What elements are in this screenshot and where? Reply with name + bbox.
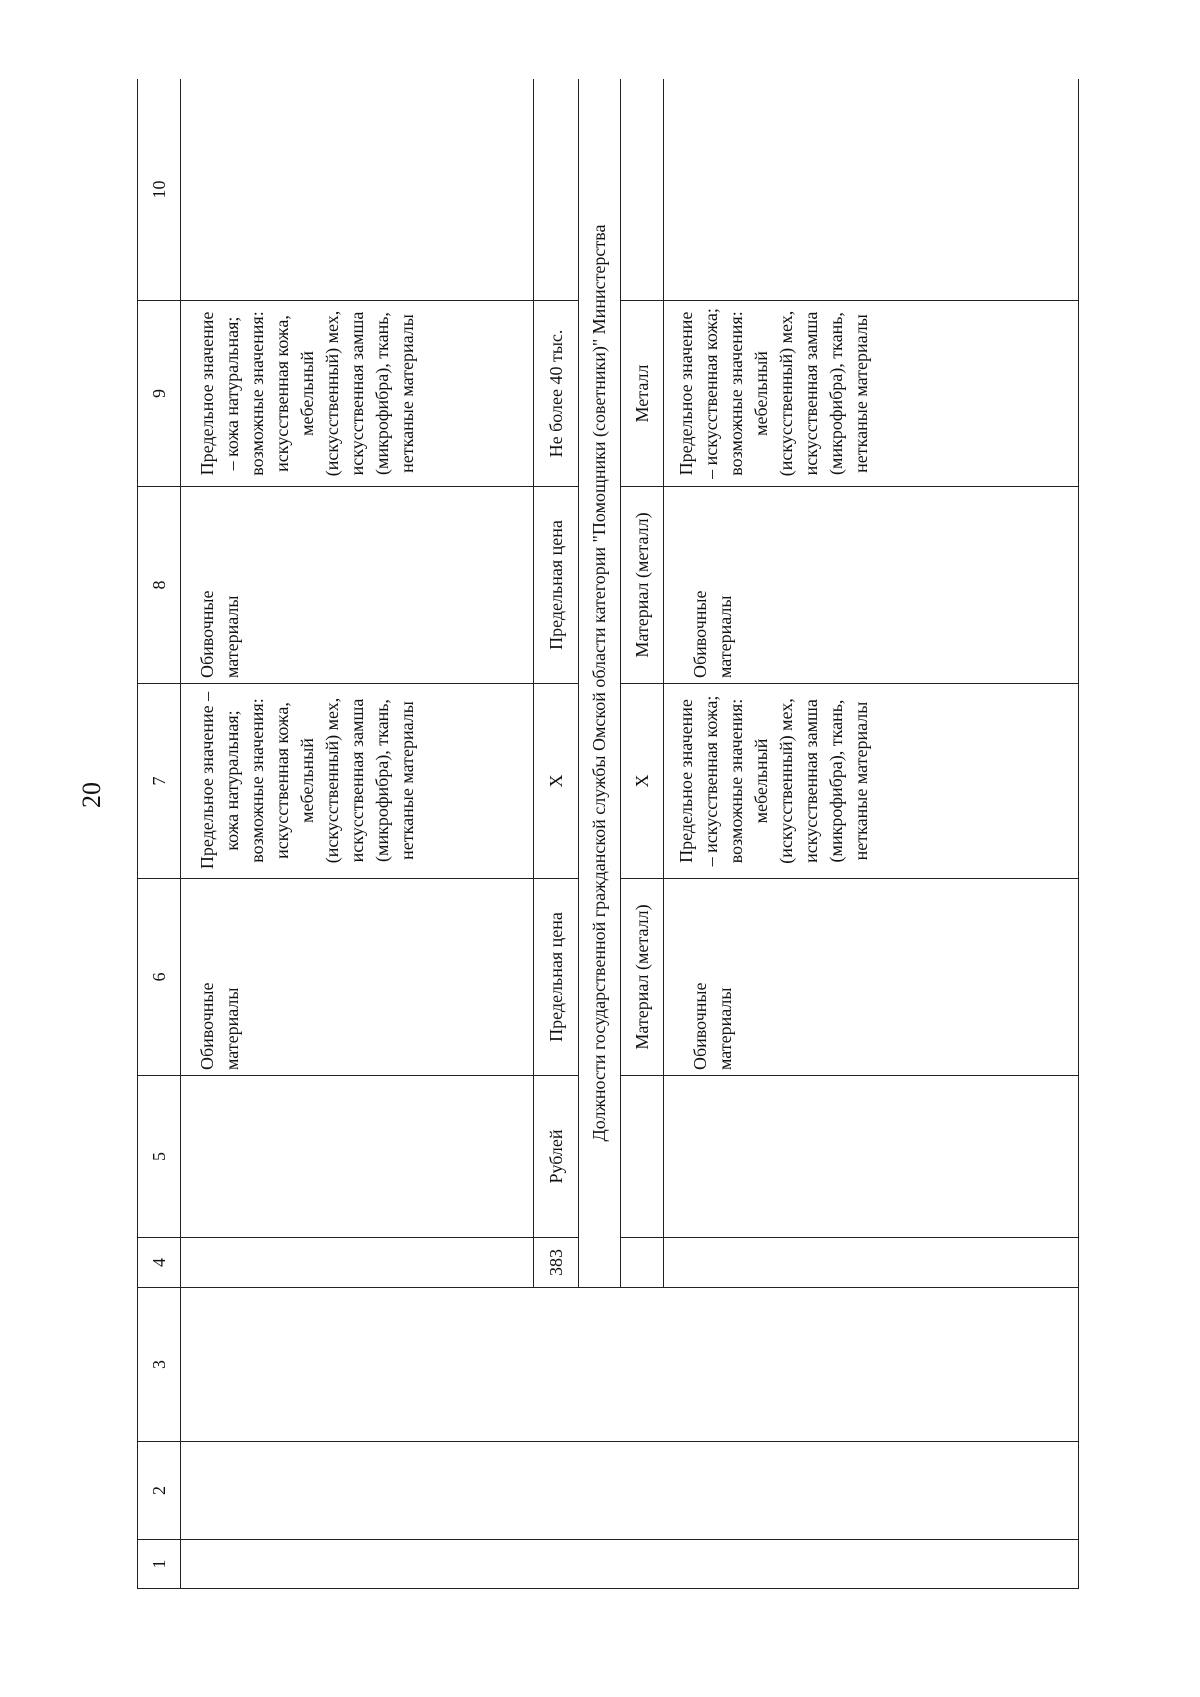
header-cell: 8 [138,487,181,684]
cell-col4 [181,1238,534,1288]
cell-col5 [664,1076,1079,1238]
cell-col8-characteristic: Обивочные материалы [664,487,1079,684]
cell-col7-value: X [534,684,579,879]
cell-col9-value: Металл [621,301,664,487]
header-cell: 5 [138,1076,181,1238]
cell-col10 [534,79,579,301]
cell-col10 [621,79,664,301]
cell-col5 [621,1076,664,1238]
rotated-table-container [137,79,1079,1589]
header-cell: 2 [138,1442,181,1540]
cell-col9-value: Предельное значение – искусственная кожа; возможные значения: мебельный (искусственный) мех, искусственная замша (микрофибра), ткань, нетканые материалы [664,301,1079,487]
header-cell: 4 [138,1238,181,1288]
cell-col4-code: 383 [534,1238,579,1288]
requirements-table [137,79,1079,1589]
table-row-upholstery-a [181,79,534,1589]
cell-col5-unit: Рублей [534,1076,579,1238]
header-cell: 10 [138,79,181,301]
cell-col10 [181,79,534,301]
cell-col9-value: Предельное значение – кожа натуральная; возможные значения: искусственная кожа, мебельный (искусственный) мех, искусственная замша (микрофибра), ткань, нетканые материалы [181,301,534,487]
header-cell: 9 [138,301,181,487]
cell-col4 [664,1238,1079,1288]
cell-col7-value: Предельное значение – кожа натуральная; возможные значения: искусственная кожа, мебельный (искусственный) мех, искусственная замша (микрофибра), ткань, нетканые материалы [181,684,534,879]
page-number-text: 20 [77,782,106,808]
header-cell: 1 [138,1540,181,1589]
cell-col7-value: X [621,684,664,879]
cell-col8-characteristic: Материал (металл) [621,487,664,684]
header-cell: 3 [138,1288,181,1442]
header-row [138,79,181,1589]
cell-col10 [664,79,1079,301]
header-cell: 6 [138,879,181,1076]
cell-col8-characteristic: Предельная цена [534,487,579,684]
section-title: Должности государственной гражданской службы Омской области категории "Помощники (советники)" Министерства [579,79,621,1288]
cell-col5 [181,1076,534,1238]
cell-col6-characteristic: Предельная цена [534,879,579,1076]
cell-col8-characteristic: Обивочные материалы [181,487,534,684]
cell-col6-characteristic: Обивочные материалы [664,879,1079,1076]
cell-col6-characteristic: Материал (металл) [621,879,664,1076]
table-frame [137,79,1079,1589]
cell-col3-blank [181,1288,1079,1442]
cell-col9-value: Не более 40 тыс. [534,301,579,487]
header-cell: 7 [138,684,181,879]
cell-col7-value: Предельное значение – искусственная кожа; возможные значения: мебельный (искусственный) мех, искусственная замша (микрофибра), ткань, нетканые материалы [664,684,1079,879]
cell-col2-blank [181,1442,1079,1540]
cell-col4 [621,1238,664,1288]
cell-col6-characteristic: Обивочные материалы [181,879,534,1076]
cell-col1-blank [181,1540,1079,1589]
